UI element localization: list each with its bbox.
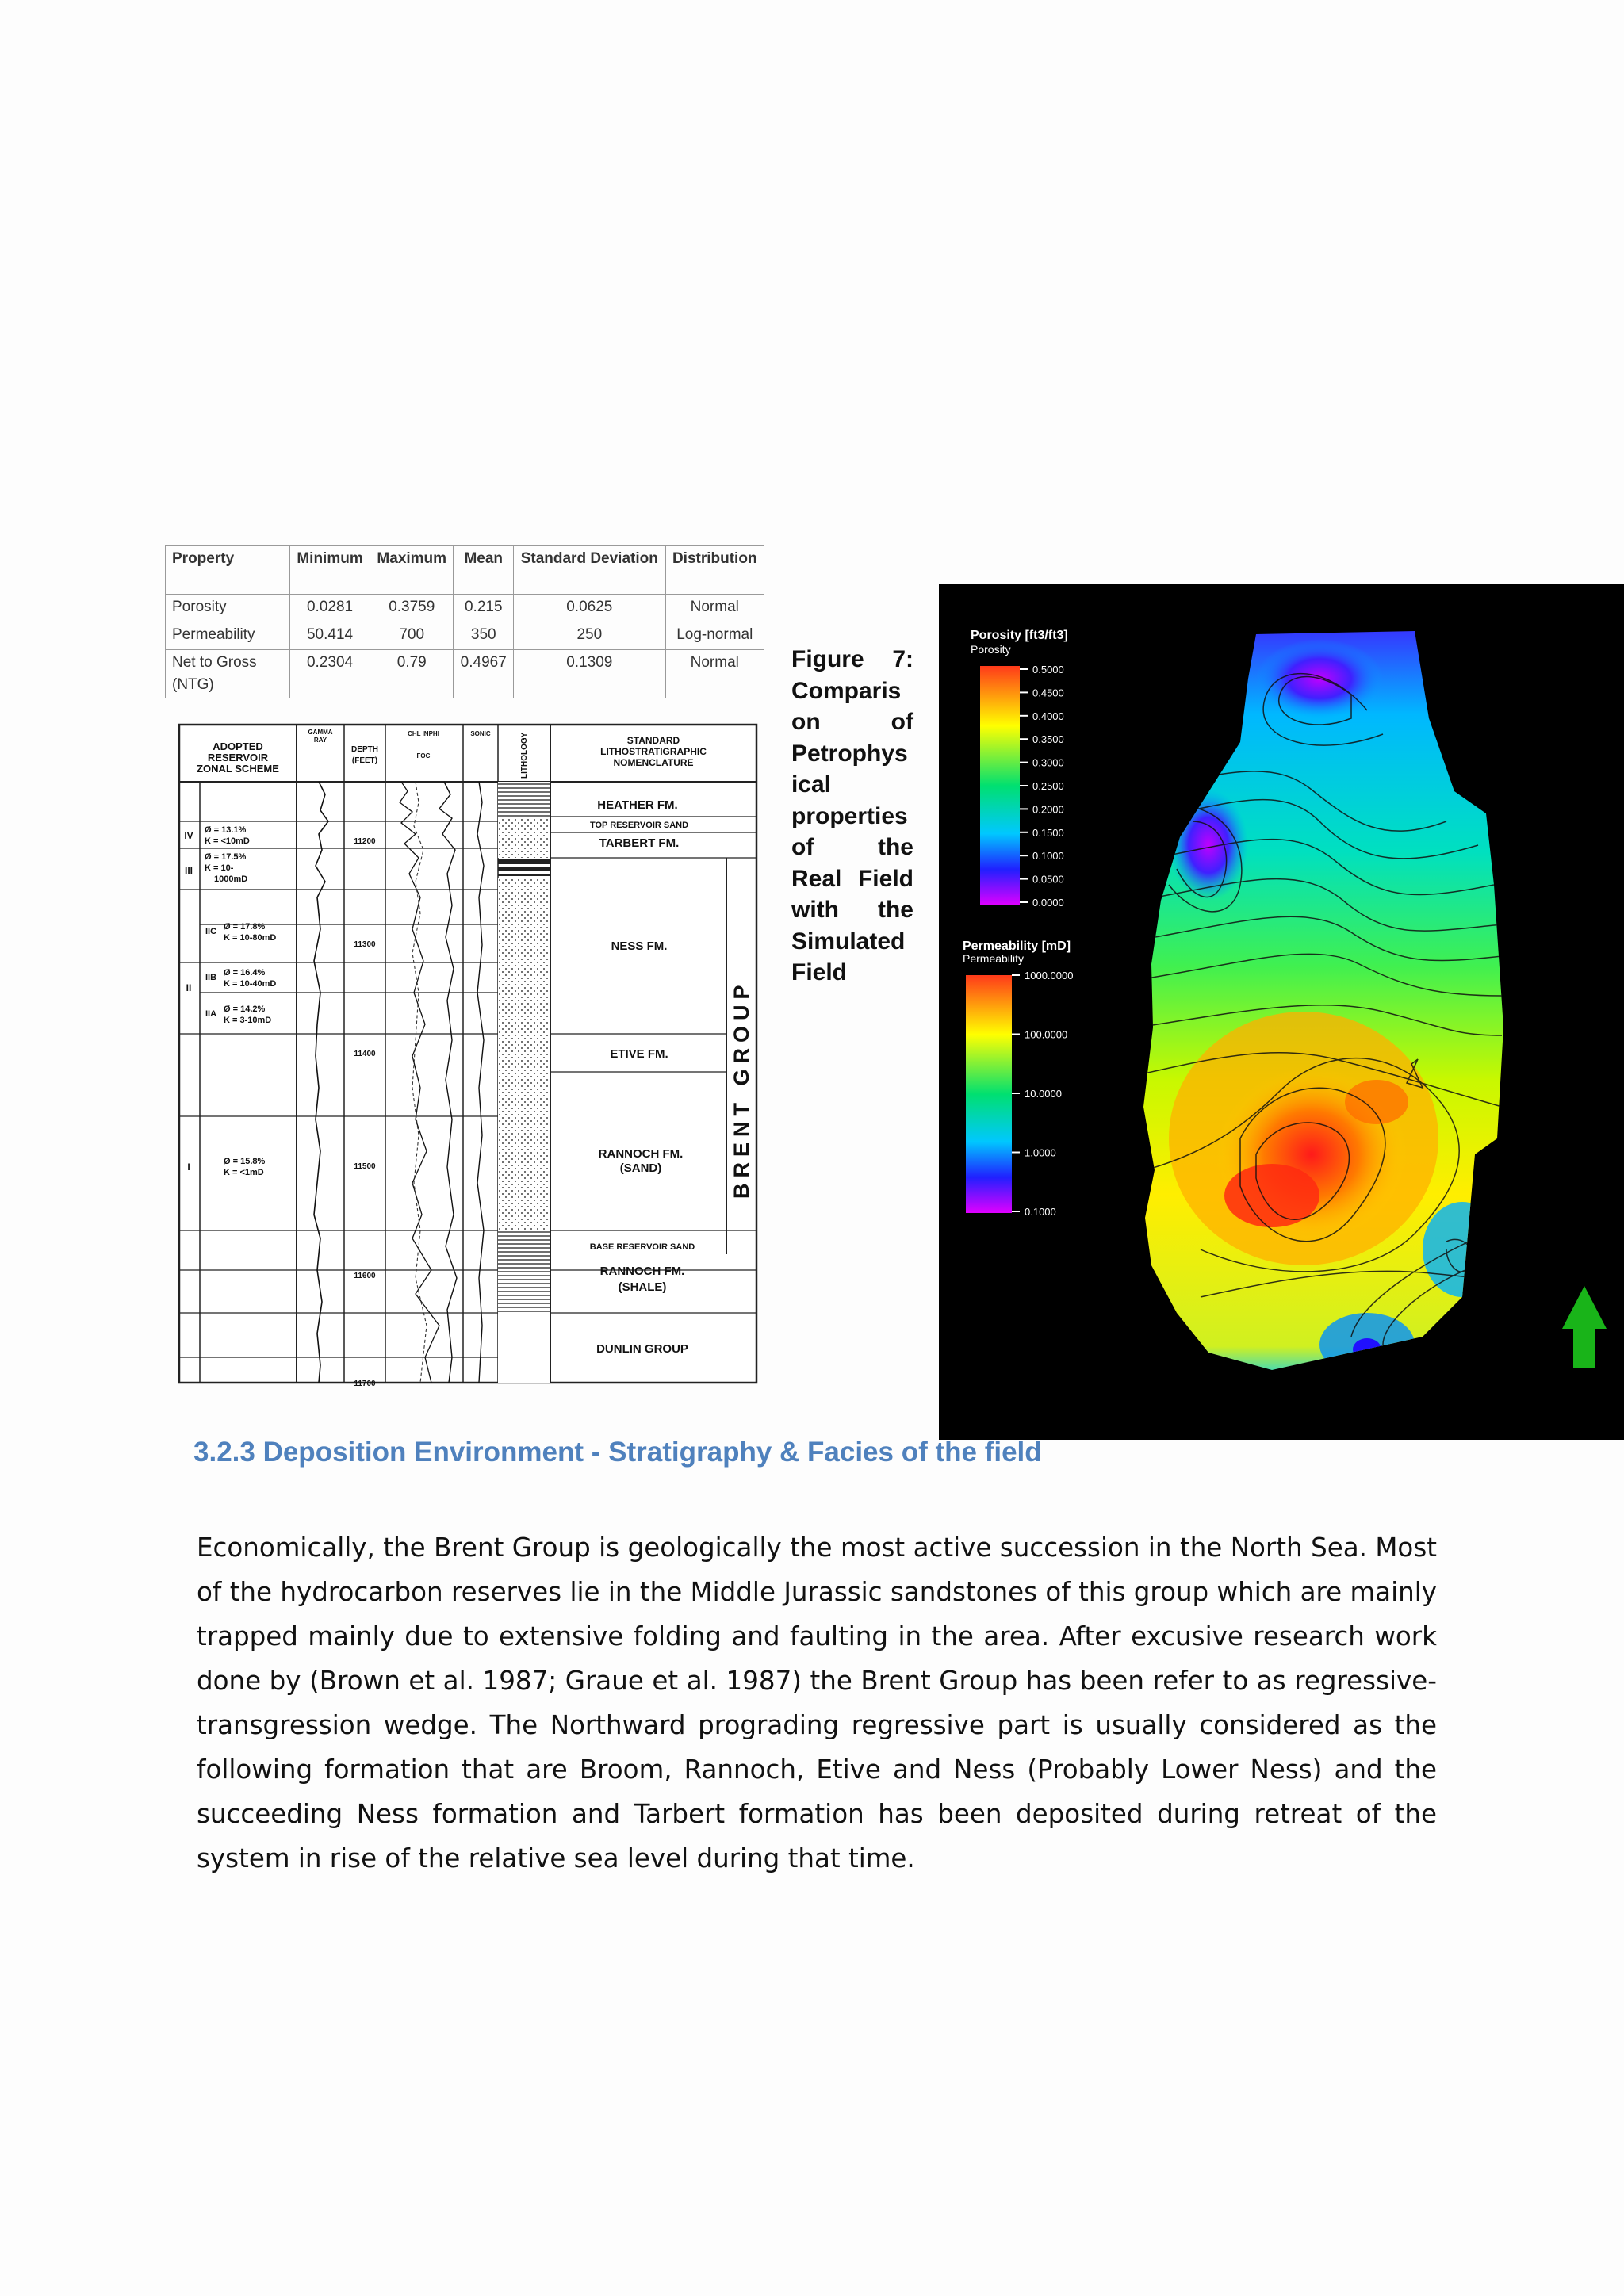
legend-tick-label: 0.2500 [1032,780,1064,792]
table-cell: Log-normal [665,622,764,650]
caption-line: Figure 7: [791,646,914,672]
legend-tick-label: 0.2000 [1032,803,1064,816]
depth-tick: 11500 [354,1162,376,1171]
table-row [166,622,764,650]
zone-label: IV [184,830,193,841]
legend-tick-label: 0.3500 [1032,733,1064,746]
depth-tick: 11300 [354,940,376,949]
table-cell: Net to Gross (NTG) [166,650,290,698]
table-cell: Normal [665,650,764,698]
brent-group-label: BRENT GROUP [730,979,753,1199]
caption-line: on of [791,709,914,735]
legend-tick-label: 0.4500 [1032,687,1064,699]
column-header: Mean [454,546,514,595]
zone-property: 1000mD [214,874,248,884]
foc-header: FOC [416,752,431,760]
zone-property: K = 10-80mD [224,933,277,943]
permeability-legend-title: Permeability [mD] [963,939,1071,953]
column-header: Minimum [290,546,370,595]
standard-header-line: NOMENCLATURE [613,757,694,768]
figure-caption [791,644,914,989]
permeability-color-bar [966,975,1012,1213]
formation-etive: ETIVE FM. [610,1047,668,1061]
column-header: Maximum [370,546,454,595]
depth-header-line: DEPTH [351,745,378,754]
zone-property: Ø = 16.4% [224,968,266,978]
porosity-legend-title: Porosity [ft3/ft3] [971,629,1068,642]
porosity-legend-subtitle: Porosity [971,643,1011,656]
zone-property: Ø = 17.5% [205,852,247,862]
section-heading: 3.2.3 Deposition Environment - Stratigraphy & Facies of the field [193,1437,1042,1468]
table-cell: 0.79 [370,650,454,698]
zone-property: Ø = 13.1% [205,825,247,835]
table-cell: 700 [370,622,454,650]
gamma-header-line: GAMMA [308,729,333,736]
standard-header-line: LITHOSTRATIGRAPHIC [600,746,707,757]
table-cell: 0.2304 [290,650,370,698]
formation-rannoch-shale: (SHALE) [618,1280,667,1294]
zone-label: IIA [205,1009,217,1019]
zonal-header-line: ZONAL SCHEME [197,763,279,775]
legend-tick-label: 0.1000 [1025,1206,1056,1218]
table-cell: Normal [665,595,764,622]
caption-line: properties [791,802,908,829]
table-cell: 350 [454,622,514,650]
caption-line: ical [791,771,832,798]
table-header-row [166,546,764,595]
legend-tick-label: 0.1500 [1032,826,1064,839]
zone-property: Ø = 14.2% [224,1004,266,1014]
porosity-color-bar [980,666,1020,905]
body-paragraph: Economically, the Brent Group is geologically the most active succession in the North Sea. Most of the hydrocarbon reserves lie in the Middle Jurassic sandstones of this group which are mainly trapped mainly due to extensive folding and faulting in the area. After excusive research work done by (Brown et al. 1987; Graue et al. 1987) the Brent Group has been refer to as regressive- transgression wedge. The Northward prograding regressive part is usually considered as the following formation that are Broom, Rannoch, Etive and Ness (Probably Lower Ness) and the succeeding Ness formation and Tarbert formation has been deposited during retreat of the system in rise of the relative sea level during that time. [197,1533,1437,1873]
base-reservoir-sand: BASE RESERVOIR SAND [589,1242,695,1252]
caption-line: Simulated [791,928,906,955]
table-cell: 50.414 [290,622,370,650]
zonal-header-line: RESERVOIR [207,752,269,763]
stratigraphic-column-drawing [178,723,758,1386]
table-cell: Porosity [166,595,290,622]
table-row [166,595,764,622]
zone-label: I [187,1161,190,1173]
table-cell: 0.4967 [454,650,514,698]
zone-property: K = <10mD [205,836,250,846]
porosity-ticks [1020,664,1064,909]
zone-label: IIC [205,927,217,936]
sonic-header: SONIC [470,730,491,737]
zone-property: K = 10- [205,863,234,873]
zone-label: IIB [205,973,217,982]
zone-label: II [186,982,192,993]
property-table [165,545,764,698]
legend-tick-label: 0.4000 [1032,710,1064,722]
caption-line: with the [791,897,914,923]
formation-ness: NESS FM. [611,939,668,953]
stratigraphic-column [178,723,758,1386]
legend-tick-label: 0.5000 [1032,664,1064,675]
table-cell: 0.0281 [290,595,370,622]
table-row [166,650,764,698]
column-header: Standard Deviation [514,546,665,595]
formation-tarbert: TARBERT FM. [599,836,680,850]
lithology-header: LITHOLOGY [520,732,529,779]
caption-line: of the [791,834,914,860]
zonal-header-line: ADOPTED [213,740,263,752]
table-cell: 0.215 [454,595,514,622]
legend-tick-label: 100.0000 [1025,1028,1068,1041]
table-cell: Permeability [166,622,290,650]
zone-label: III [184,865,193,876]
standard-header-line: STANDARD [626,735,680,746]
legend-tick-label: 1000.0000 [1025,970,1074,982]
formation-rannoch-sand: RANNOCH FM. [598,1147,684,1161]
column-header: Property [166,546,290,595]
zone-property: Ø = 15.8% [224,1157,266,1166]
caption-line: Real Field [791,865,914,892]
depth-header-line: (FEET) [351,756,378,765]
legend-tick-label: 0.0500 [1032,873,1064,886]
zone-property: K = 10-40mD [224,979,277,989]
permeability-legend-subtitle: Permeability [963,952,1025,965]
top-reservoir-sand: TOP RESERVOIR SAND [589,821,689,830]
legend-tick-label: 1.0000 [1025,1146,1056,1159]
chl-header: CHL INPHI [408,730,439,737]
formation-rannoch-shale: RANNOCH FM. [599,1265,685,1278]
field-property-map [939,584,1624,1440]
zone-property: Ø = 17.8% [224,922,266,932]
formation-dunlin: DUNLIN GROUP [596,1342,688,1356]
legend-tick-label: 0.1000 [1032,850,1064,863]
north-arrow-icon [1562,1286,1607,1368]
column-header: Distribution [665,546,764,595]
depth-tick: 11600 [354,1272,376,1280]
legend-tick-label: 10.0000 [1025,1088,1062,1100]
permeability-ticks [1012,970,1073,1218]
table-cell: 250 [514,622,665,650]
field-map-drawing [939,584,1624,1440]
formation-heather: HEATHER FM. [597,798,678,812]
caption-line: Field [791,959,848,985]
legend-tick-label: 0.0000 [1032,897,1064,909]
gamma-header-line: RAY [313,737,327,744]
depth-tick: 11400 [354,1050,376,1058]
table-cell: 0.1309 [514,650,665,698]
table-cell: 0.0625 [514,595,665,622]
formation-rannoch-sand: (SAND) [619,1161,662,1175]
depth-tick: 11200 [354,837,376,846]
zone-property: K = <1mD [224,1168,264,1177]
legend-tick-label: 0.3000 [1032,756,1064,769]
depth-tick: 11700 [354,1380,376,1386]
table-cell: 0.3759 [370,595,454,622]
caption-line: Comparis [791,677,902,704]
zone-property: K = 3-10mD [224,1016,272,1025]
caption-line: Petrophys [791,740,908,767]
